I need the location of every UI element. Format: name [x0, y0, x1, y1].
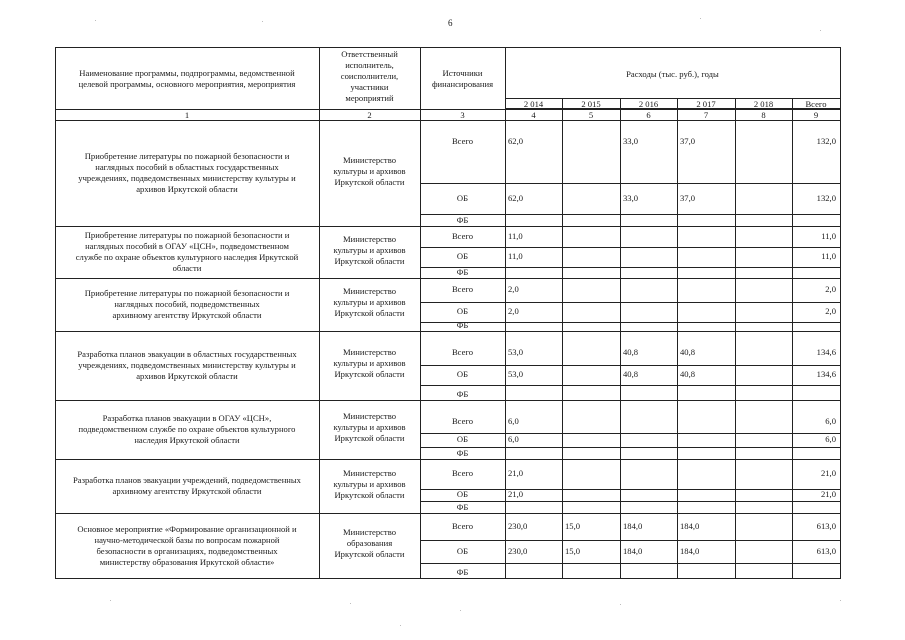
total-value: 613,0	[816, 521, 836, 531]
header-column-number: 8	[761, 110, 766, 120]
total-value: 613,0	[816, 546, 836, 556]
executor-name: культуры и архивов	[333, 422, 406, 432]
total-value: 6,0	[825, 434, 836, 444]
table-line	[677, 98, 678, 579]
measure-name: Разработка планов эвакуации в ОГАУ «ЦСН»,	[102, 413, 272, 423]
header-executor: соисполнители,	[340, 71, 399, 81]
measure-name: архивному агентству Иркутской области	[112, 486, 262, 496]
year-value: 2,0	[508, 306, 519, 316]
source-separator	[420, 247, 841, 248]
scan-speck	[350, 603, 351, 604]
header-year: 2 015	[581, 99, 601, 109]
year-value: 15,0	[565, 521, 581, 531]
scan-speck	[620, 604, 621, 605]
row-separator	[55, 226, 841, 227]
year-value: 33,0	[623, 193, 639, 203]
source-label: ОБ	[456, 251, 469, 261]
year-value: 11,0	[508, 251, 523, 261]
measure-name: наглядных пособий, подведомственных	[114, 299, 260, 309]
scan-speck	[110, 600, 111, 601]
source-label: ФБ	[456, 567, 469, 577]
source-label: Всего	[451, 231, 474, 241]
measure-name: наследия Иркутской области	[134, 435, 240, 445]
header-executor: Ответственный	[341, 49, 398, 59]
executor-name: культуры и архивов	[333, 245, 406, 255]
measure-name: архивов Иркутской области	[136, 371, 238, 381]
executor-name: Иркутской области	[334, 177, 405, 187]
measure-name: Приобретение литературы по пожарной безопасности и	[84, 230, 290, 240]
executor-name: Иркутской области	[334, 308, 405, 318]
executor-name: Министерство	[343, 155, 396, 165]
header-sources: финансирования	[431, 79, 494, 89]
header-program-name: целевой программы, основного мероприятия, мероприятия	[78, 79, 296, 89]
measure-name: подведомственном службе по охране объектов культурного	[78, 424, 296, 434]
scan-speck	[820, 30, 821, 31]
year-value: 2,0	[508, 284, 519, 294]
source-label: ФБ	[456, 389, 469, 399]
source-label: ОБ	[456, 489, 469, 499]
header-year: 2 016	[638, 99, 659, 109]
year-value: 53,0	[508, 369, 524, 379]
source-label: Всего	[451, 284, 474, 294]
year-value: 15,0	[565, 546, 581, 556]
source-label: ОБ	[456, 434, 469, 444]
year-value: 21,0	[508, 468, 524, 478]
total-value: 21,0	[820, 489, 836, 499]
year-value: 40,8	[680, 347, 696, 357]
header-expenses-title: Расходы (тыс. руб.), годы	[626, 69, 719, 79]
year-value: 230,0	[508, 546, 528, 556]
scan-speck	[400, 625, 401, 626]
measure-name: службе по охране объектов культурного наследия Иркутской	[75, 252, 299, 262]
source-separator	[420, 540, 841, 541]
row-separator	[55, 459, 841, 460]
year-value: 53,0	[508, 347, 524, 357]
measure-name: архивов Иркутской области	[136, 184, 238, 194]
executor-name: Иркутской области	[334, 490, 405, 500]
measure-name: наглядных пособий в областных государственных	[95, 162, 279, 172]
source-label: Всего	[451, 416, 474, 426]
source-label: ФБ	[456, 320, 469, 330]
year-value: 62,0	[508, 193, 524, 203]
total-value: 11,0	[821, 231, 836, 241]
executor-name: культуры и архивов	[333, 358, 406, 368]
source-label: Всего	[451, 521, 474, 531]
executor-name: Иркутской области	[334, 369, 405, 379]
total-value: 21,0	[820, 468, 836, 478]
year-value: 40,8	[623, 347, 639, 357]
source-separator	[420, 385, 841, 386]
source-label: ОБ	[456, 546, 469, 556]
scan-speck	[95, 20, 96, 21]
source-separator	[420, 183, 841, 184]
header-executor: участники	[350, 82, 389, 92]
header-column-number: 1	[184, 110, 190, 120]
source-separator	[420, 302, 841, 303]
total-value: 2,0	[825, 306, 836, 316]
year-value: 6,0	[508, 434, 519, 444]
year-value: 184,0	[680, 521, 700, 531]
source-separator	[420, 563, 841, 564]
header-column-number: 6	[646, 110, 651, 120]
executor-name: культуры и архивов	[333, 166, 406, 176]
total-value: 11,0	[821, 251, 836, 261]
executor-name: Иркутской области	[334, 256, 405, 266]
scan-speck	[700, 18, 701, 19]
source-label: Всего	[451, 136, 474, 146]
scan-speck	[460, 610, 461, 611]
total-value: 132,0	[816, 136, 836, 146]
source-label: ФБ	[456, 448, 469, 458]
year-value: 230,0	[508, 521, 528, 531]
executor-name: Министерство	[343, 234, 396, 244]
source-label: Всего	[451, 347, 474, 357]
table-border-top	[55, 47, 841, 48]
measure-name: учреждениях, подведомственных министерству культуры и	[78, 173, 296, 183]
executor-name: культуры и архивов	[333, 479, 406, 489]
year-value: 184,0	[680, 546, 700, 556]
executor-name: Министерство	[343, 286, 396, 296]
executor-name: Иркутской области	[334, 433, 405, 443]
scan-speck	[840, 600, 841, 601]
measure-name: Разработка планов эвакуации учреждений, подведомственных	[73, 475, 301, 485]
executor-name: Министерство	[343, 468, 396, 478]
source-label: ФБ	[456, 215, 469, 225]
source-label: ФБ	[456, 267, 469, 277]
executor-name: Иркутской области	[334, 549, 405, 559]
row-separator	[55, 331, 841, 332]
row-separator	[55, 400, 841, 401]
year-value: 21,0	[508, 489, 524, 499]
header-executor: мероприятий	[345, 93, 394, 103]
year-value: 33,0	[623, 136, 639, 146]
row-separator	[55, 513, 841, 514]
header-year: 2 018	[753, 99, 774, 109]
table-border-left	[55, 47, 56, 579]
table-line	[562, 98, 563, 579]
table-line	[620, 98, 621, 579]
header-column-number: 5	[588, 110, 594, 120]
measure-name: Разработка планов эвакуации в областных государственных	[77, 349, 297, 359]
year-value: 40,8	[623, 369, 639, 379]
measure-name: Приобретение литературы по пожарной безопасности и	[84, 288, 290, 298]
year-value: 40,8	[680, 369, 696, 379]
source-label: ОБ	[456, 369, 469, 379]
year-value: 184,0	[623, 521, 643, 531]
measure-name: министерству образования Иркутской области»	[99, 557, 275, 567]
year-value: 6,0	[508, 416, 519, 426]
total-value: 134,6	[816, 347, 836, 357]
executor-name: Министерство	[343, 347, 396, 357]
table-line	[735, 98, 736, 579]
year-value: 37,0	[680, 193, 696, 203]
header-column-number: 2	[367, 110, 372, 120]
year-value: 62,0	[508, 136, 524, 146]
source-label: Всего	[451, 468, 474, 478]
row-separator	[55, 578, 841, 579]
measure-name: безопасности в организациях, подведомственных	[96, 546, 278, 556]
header-year: 2 014	[523, 99, 544, 109]
measure-name: научно-методической базы по вопросам пожарной	[94, 535, 280, 545]
year-value: 37,0	[680, 136, 696, 146]
header-column-number: 3	[460, 110, 465, 120]
page-number: 6	[448, 18, 453, 28]
row-separator	[55, 278, 841, 279]
header-column-number: 7	[703, 110, 709, 120]
measure-name: области	[172, 263, 202, 273]
executor-name: Министерство	[343, 411, 396, 421]
year-value: 11,0	[508, 231, 523, 241]
header-program-name: Наименование программы, подпрограммы, ведомственной	[79, 68, 295, 78]
year-value: 184,0	[623, 546, 643, 556]
source-label: ФБ	[456, 502, 469, 512]
table-line	[792, 98, 793, 579]
header-year: 2 017	[696, 99, 716, 109]
total-value: 132,0	[816, 193, 836, 203]
header-year: Всего	[805, 99, 827, 109]
source-label: ОБ	[456, 193, 469, 203]
executor-name: образования	[346, 538, 393, 548]
executor-name: культуры и архивов	[333, 297, 406, 307]
header-column-number: 4	[531, 110, 536, 120]
header-column-number: 9	[813, 110, 819, 120]
source-label: ОБ	[456, 306, 469, 316]
expenses-table	[55, 47, 840, 578]
measure-name: учреждениях, подведомственных министерству культуры и	[78, 360, 296, 370]
header-sources: Источники	[442, 68, 483, 78]
executor-name: Министерство	[343, 527, 396, 537]
measure-name: архивному агентству Иркутской области	[112, 310, 262, 320]
measure-name: Приобретение литературы по пожарной безопасности и	[84, 151, 290, 161]
scan-speck	[262, 21, 263, 22]
total-value: 134,6	[816, 369, 836, 379]
header-executor: исполнитель,	[345, 60, 394, 70]
measure-name: Основное мероприятие «Формирование организационной и	[77, 524, 297, 534]
source-separator	[420, 365, 841, 366]
total-value: 2,0	[825, 284, 836, 294]
total-value: 6,0	[825, 416, 836, 426]
table-border-right	[840, 47, 841, 579]
table-line	[505, 47, 506, 579]
measure-name: наглядных пособий в ОГАУ «ЦСН», подведомственном	[85, 241, 289, 251]
